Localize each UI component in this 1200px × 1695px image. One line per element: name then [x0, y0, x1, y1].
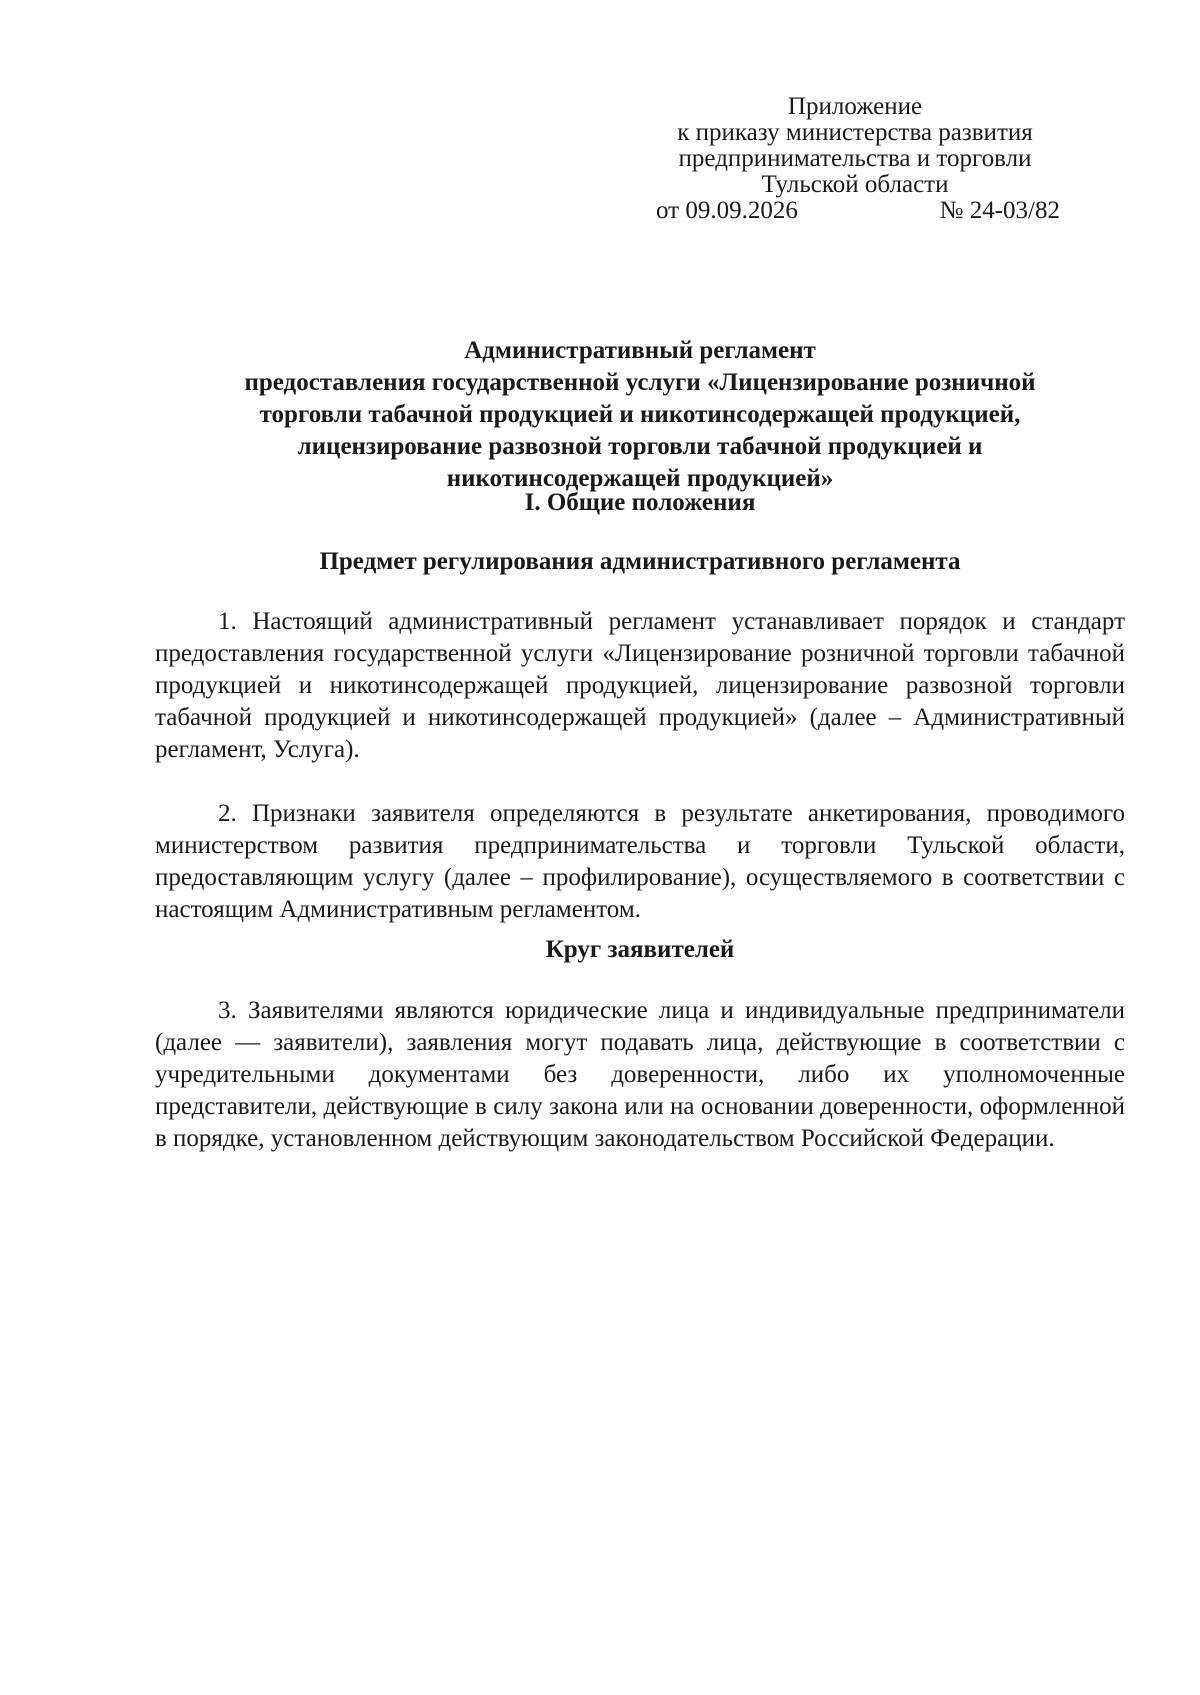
- order-date: от 09.09.2026: [656, 197, 798, 224]
- title-line: торговли табачной продукцией и никотинсодержащей продукцией,: [259, 401, 1021, 428]
- paragraph-3: [155, 995, 1125, 1155]
- paragraph-1: [155, 606, 1125, 766]
- title-line: никотинсодержащей продукцией»: [446, 465, 834, 492]
- title-line: Административный регламент: [464, 337, 816, 364]
- appendix-line: предпринимательства и торговли: [678, 145, 1032, 172]
- title-line: предоставления государственной услуги «Лицензирование розничной: [244, 369, 1036, 396]
- paragraph-text: 3. Заявителями являются юридические лица и индивидуальные предприниматели (далее — заявители), заявления могут подавать лица, действующие в соответствии с учредительными документами без доверенности, либо их уполномоченные представители, действующие в силу закона или на основании доверенности, оформленной в порядке, установленном действующим законодательством Российской Федерации.: [155, 997, 1125, 1152]
- paragraph-text: 1. Настоящий административный регламент устанавливает порядок и стандарт предоставления государственной услуги «Лицензирование розничной торговли табачной продукцией и никотинсодержащей продукцией, лицензирование развозной торговли табачной продукцией и никотинсодержащей продукцией» (далее – Административный регламент, Услуга).: [155, 608, 1125, 763]
- document-title: [140, 335, 1140, 495]
- paragraph-text: 2. Признаки заявителя определяются в результате анкетирования, проводимого министерством развития предпринимательства и торговли Тульской области, предоставляющим услугу (далее – профилирование), осуществляемого в соответствии с настоящим Административным регламентом.: [155, 800, 1125, 923]
- paragraph-2: [155, 798, 1125, 926]
- appendix-date-line: [620, 198, 1090, 224]
- appendix-block: [620, 94, 1090, 224]
- order-number: № 24-03/82: [939, 197, 1060, 224]
- section-subheading: Предмет регулирования административного регламента: [319, 548, 961, 575]
- section-heading: I. Общие положения: [524, 489, 756, 516]
- appendix-line: Тульской области: [761, 171, 949, 198]
- section-heading: Круг заявителей: [545, 936, 735, 963]
- appendix-line: к приказу министерства развития: [677, 119, 1033, 146]
- title-line: лицензирование развозной торговли табачной продукцией и: [297, 433, 983, 460]
- appendix-line: Приложение: [787, 93, 923, 120]
